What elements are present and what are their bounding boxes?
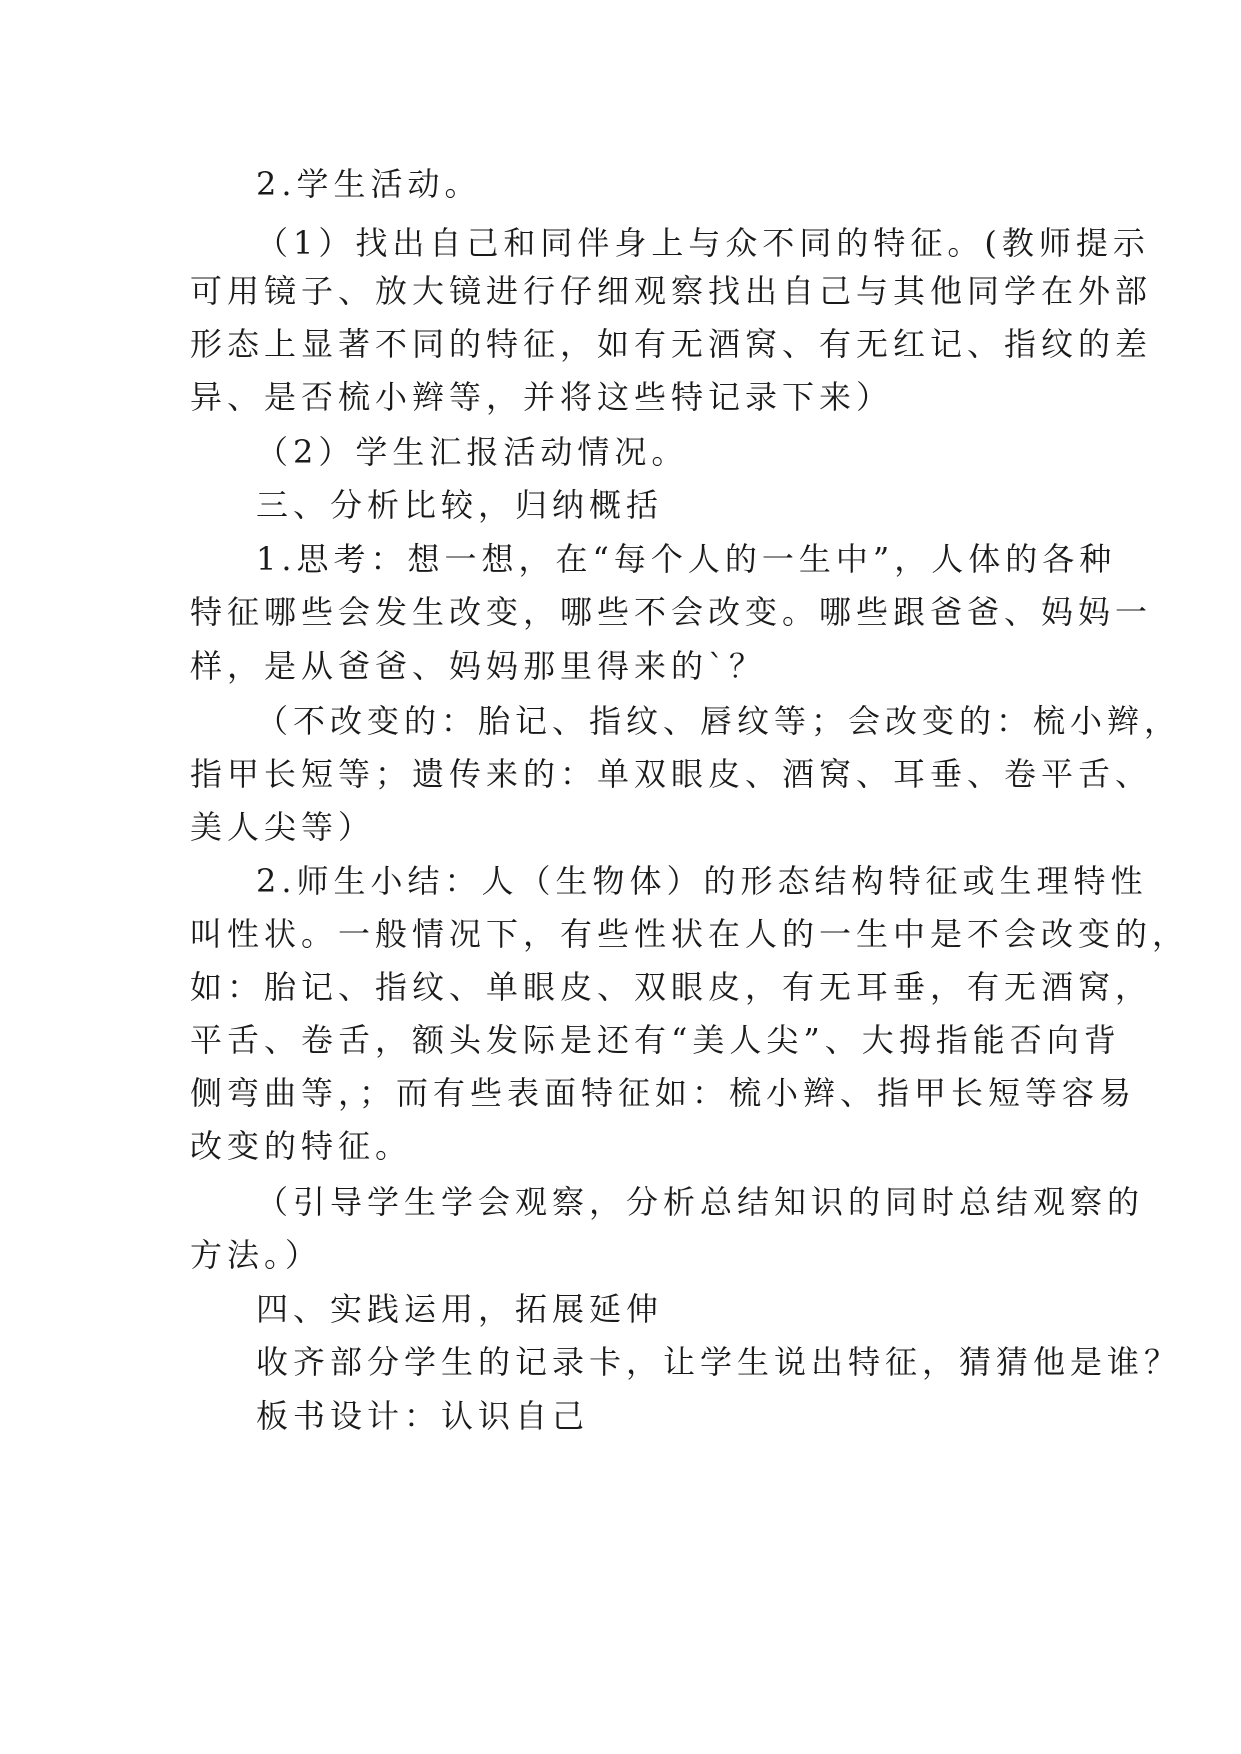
paragraph-line: 美人尖等）: [190, 808, 376, 846]
paragraph-line: 特征哪些会发生改变，哪些不会改变。哪些跟爸爸、妈妈一: [190, 593, 1153, 631]
paragraph-line: （引导学生学会观察，分析总结知识的同时总结观察的: [256, 1183, 1145, 1221]
paragraph-line: 侧弯曲等，；而有些表面特征如：梳小辫、指甲长短等容易: [190, 1074, 1137, 1112]
paragraph-line: 指甲长短等；遗传来的：单双眼皮、酒窝、耳垂、卷平舌、: [190, 755, 1153, 793]
paragraph-line: 2.师生小结：人（生物体）的形态结构特征或生理特性: [256, 862, 1148, 900]
paragraph-line: 平舌、卷舌，额头发际是还有“美人尖”、大拇指能否向背: [190, 1021, 1121, 1059]
section-heading: 四、实践运用，拓展延伸: [256, 1290, 664, 1328]
paragraph-line: （1）找出自己和同伴身上与众不同的特征。(教师提示: [256, 224, 1150, 262]
paragraph-line: 可用镜子、放大镜进行仔细观察找出自己与其他同学在外部: [190, 272, 1153, 310]
paragraph-line: 形态上显著不同的特征，如有无酒窝、有无红记、指纹的差: [190, 325, 1153, 363]
paragraph-line: 异、是否梳小辫等，并将这些特记录下来）: [190, 378, 894, 416]
paragraph-line: 如：胎记、指纹、单眼皮、双眼皮，有无耳垂，有无酒窝，: [190, 968, 1153, 1006]
paragraph-line: 样，是从爸爸、妈妈那里得来的`？: [190, 647, 767, 685]
paragraph-line: 1.思考：想一想，在“每个人的一生中”，人体的各种: [256, 540, 1117, 578]
paragraph-line: 改变的特征。: [190, 1127, 413, 1165]
section-heading: 三、分析比较，归纳概括: [256, 486, 664, 524]
paragraph-line: 板书设计：认识自己: [256, 1397, 590, 1435]
paragraph-line: 2.学生活动。: [256, 165, 482, 203]
paragraph-line: 方法。）: [190, 1236, 323, 1274]
paragraph-line: （不改变的：胎记、指纹、唇纹等；会改变的：梳小辫，: [256, 702, 1182, 740]
paragraph-line: （2）学生汇报活动情况。: [256, 433, 689, 471]
paragraph-line: 收齐部分学生的记录卡，让学生说出特征，猜猜他是谁？: [256, 1343, 1182, 1381]
paragraph-line: 叫性状。一般情况下，有些性状在人的一生中是不会改变的，: [190, 915, 1190, 953]
